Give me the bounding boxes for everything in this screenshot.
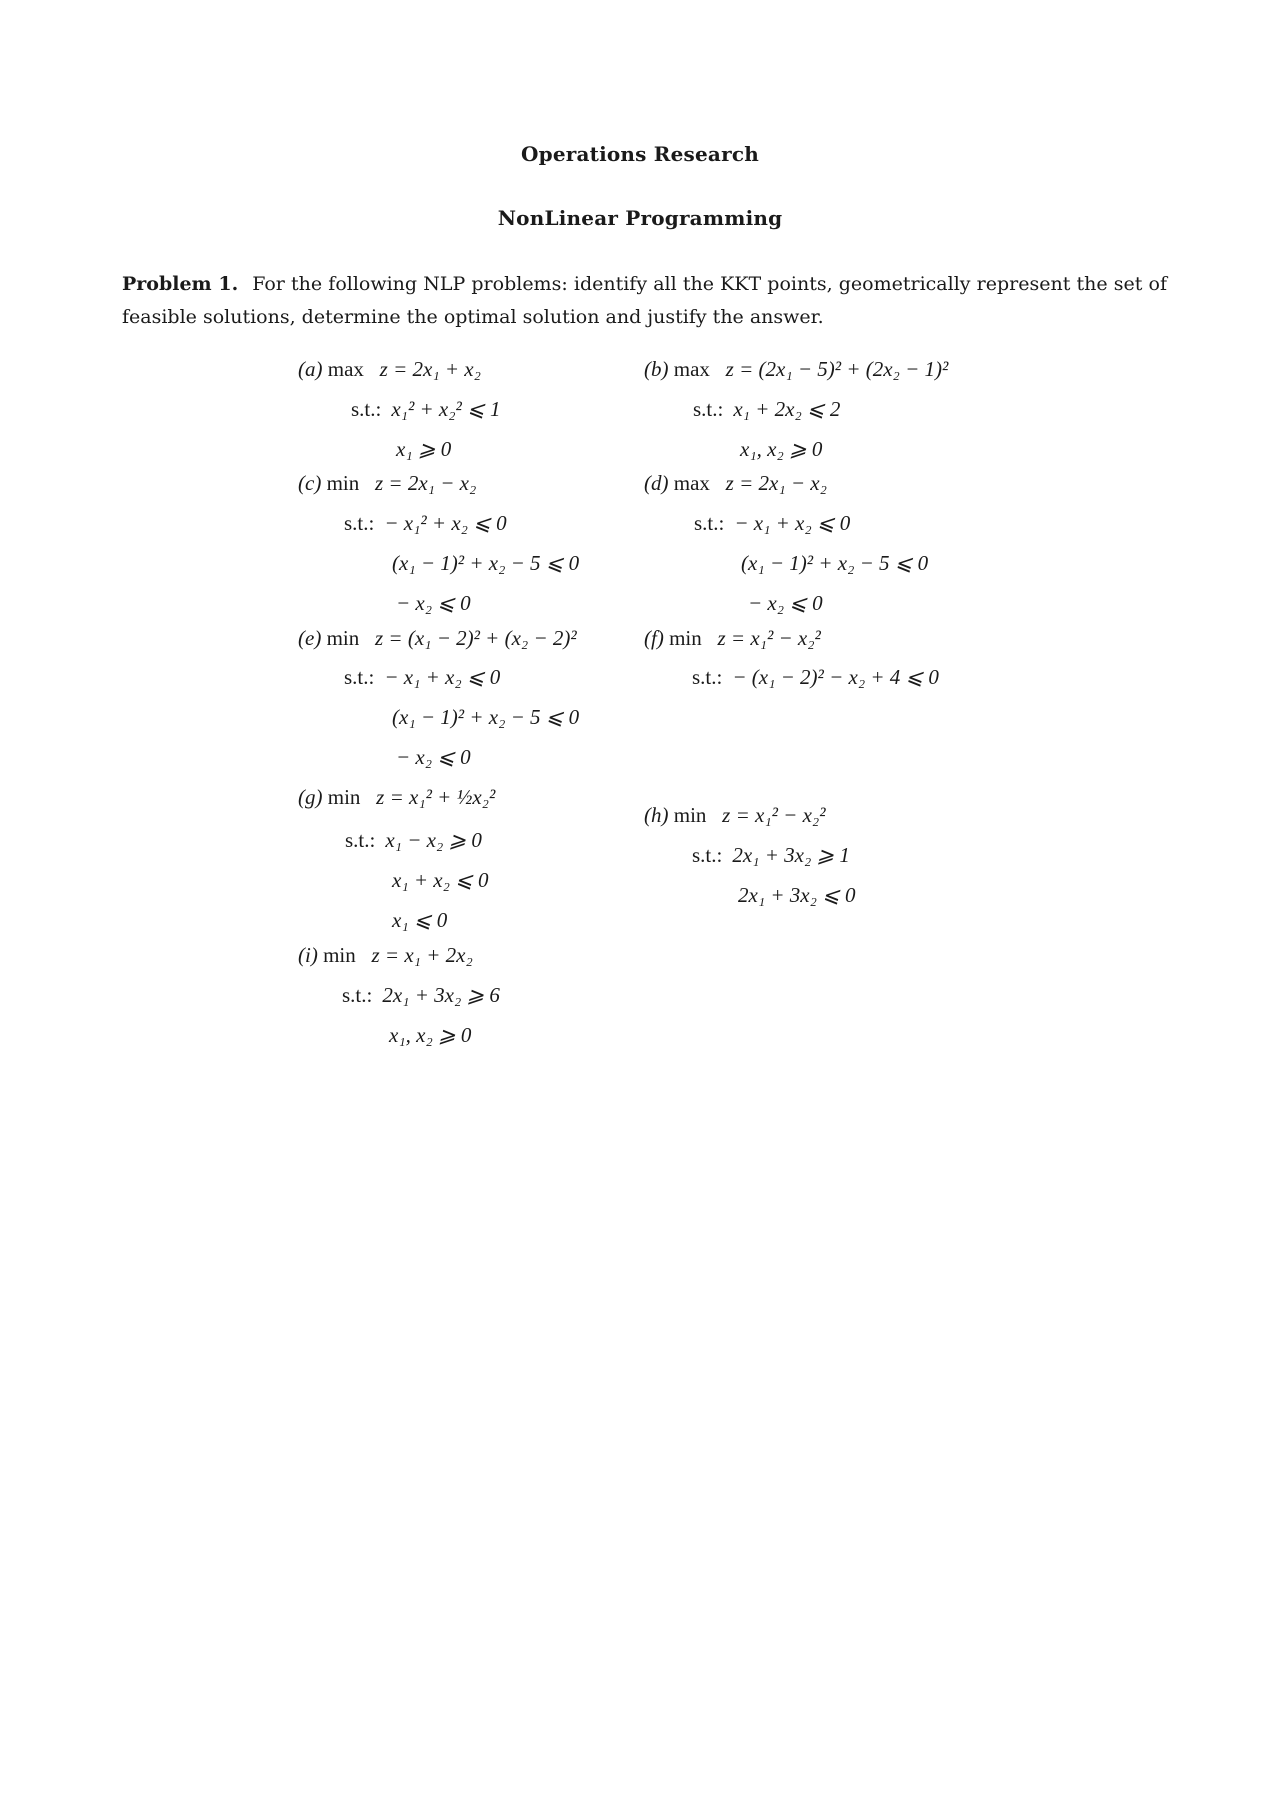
constraint: x₁, x₂ ⩾ 0 bbox=[740, 437, 823, 461]
constraint: − x₂ ⩽ 0 bbox=[396, 591, 471, 615]
subproblem-f-header bbox=[644, 626, 821, 651]
subproblem-b-header bbox=[644, 357, 948, 382]
constraint: (x₁ − 1)² + x₂ − 5 ⩽ 0 bbox=[392, 551, 580, 575]
subproblem-label: (g) bbox=[298, 785, 323, 809]
subproblem-e-constraint-3 bbox=[396, 745, 471, 770]
subproblem-label: (e) bbox=[298, 626, 322, 650]
document-title: Operations Research bbox=[521, 142, 759, 166]
subproblem-g-constraint-1 bbox=[345, 828, 482, 853]
subproblem-objective: z = (x₁ − 2)² + (x₂ − 2)² bbox=[374, 626, 577, 650]
subproblem-g-constraint-2 bbox=[392, 868, 489, 893]
subproblem-objective: z = x₁² − x₂² bbox=[717, 626, 821, 650]
subproblem-objective: z = (2x₁ − 5)² + (2x₂ − 1)² bbox=[725, 357, 949, 381]
subproblem-c-header bbox=[298, 471, 476, 496]
subproblem-d-header bbox=[644, 471, 827, 496]
subproblem-sense: min bbox=[326, 471, 360, 495]
subproblem-f-constraint-1 bbox=[692, 665, 939, 690]
constraint: − x₁² + x₂ ⩽ 0 bbox=[384, 511, 507, 535]
problem-text: For the following NLP problems: identify all the KKT points, geometrically represent the set of feasible solutions, determine the optimal solution and justify the answer. bbox=[122, 273, 1167, 328]
subproblem-g-header bbox=[298, 785, 495, 810]
st-label: s.t.: bbox=[692, 843, 723, 867]
subproblem-a-constraint-2 bbox=[396, 437, 451, 462]
subproblem-a-constraint-1 bbox=[351, 397, 500, 422]
subproblem-i-header bbox=[298, 943, 473, 968]
subproblem-objective: z = x₁² − x₂² bbox=[722, 803, 826, 827]
subproblem-d-constraint-1 bbox=[694, 511, 850, 536]
subproblem-d-constraint-3 bbox=[748, 591, 823, 616]
subproblem-h-constraint-1 bbox=[692, 843, 850, 868]
constraint: x₁ ⩽ 0 bbox=[392, 908, 448, 932]
constraint: x₁² + x₂² ⩽ 1 bbox=[391, 397, 501, 421]
subproblem-sense: max bbox=[673, 357, 710, 381]
subproblem-objective: z = 2x₁ − x₂ bbox=[725, 471, 827, 495]
constraint: − x₂ ⩽ 0 bbox=[396, 745, 471, 769]
subproblem-sense: min bbox=[327, 785, 361, 809]
subproblem-h-header bbox=[644, 803, 826, 828]
subproblem-i-constraint-1 bbox=[342, 983, 500, 1008]
subproblem-sense: max bbox=[673, 471, 710, 495]
subproblem-c-constraint-2 bbox=[392, 551, 579, 576]
st-label: s.t.: bbox=[694, 511, 725, 535]
subproblem-label: (c) bbox=[298, 471, 322, 495]
subproblem-label: (a) bbox=[298, 357, 323, 381]
subproblem-c-constraint-1 bbox=[344, 511, 507, 536]
subproblem-label: (f) bbox=[644, 626, 664, 650]
problem-label: Problem 1. bbox=[122, 273, 239, 295]
subproblem-objective: z = x₁ + 2x₂ bbox=[371, 943, 473, 967]
subproblem-b-constraint-2 bbox=[740, 437, 822, 462]
subproblem-e-constraint-1 bbox=[344, 665, 500, 690]
constraint: x₁, x₂ ⩾ 0 bbox=[389, 1023, 472, 1047]
constraint: − x₂ ⩽ 0 bbox=[748, 591, 823, 615]
subproblem-label: (h) bbox=[644, 803, 669, 827]
subproblem-objective: z = x₁² + ½x₂² bbox=[376, 785, 496, 809]
st-label: s.t.: bbox=[693, 397, 724, 421]
subproblem-sense: min bbox=[669, 626, 702, 650]
constraint: − x₁ + x₂ ⩽ 0 bbox=[384, 665, 501, 689]
constraint: − x₁ + x₂ ⩽ 0 bbox=[734, 511, 851, 535]
constraint: − (x₁ − 2)² − x₂ + 4 ⩽ 0 bbox=[732, 665, 939, 689]
subproblem-sense: max bbox=[327, 357, 364, 381]
subproblem-label: (b) bbox=[644, 357, 669, 381]
subproblem-e-header bbox=[298, 626, 577, 651]
subproblem-label: (d) bbox=[644, 471, 669, 495]
subproblem-objective: z = 2x₁ − x₂ bbox=[374, 471, 477, 495]
document-subtitle: NonLinear Programming bbox=[497, 206, 783, 230]
st-label: s.t.: bbox=[345, 828, 376, 852]
st-label: s.t.: bbox=[344, 665, 375, 689]
constraint: x₁ + 2x₂ ⩽ 2 bbox=[733, 397, 841, 421]
st-label: s.t.: bbox=[342, 983, 373, 1007]
constraint: 2x₁ + 3x₂ ⩾ 6 bbox=[382, 983, 500, 1007]
subproblem-label: (i) bbox=[298, 943, 318, 967]
constraint: (x₁ − 1)² + x₂ − 5 ⩽ 0 bbox=[741, 551, 929, 575]
subproblem-h-constraint-2 bbox=[738, 883, 856, 908]
subproblem-e-constraint-2 bbox=[392, 705, 579, 730]
subproblem-sense: min bbox=[673, 803, 707, 827]
subproblem-d-constraint-2 bbox=[741, 551, 928, 576]
st-label: s.t.: bbox=[692, 665, 723, 689]
subproblem-c-constraint-3 bbox=[396, 591, 471, 616]
constraint: 2x₁ + 3x₂ ⩽ 0 bbox=[738, 883, 856, 907]
constraint: x₁ ⩾ 0 bbox=[396, 437, 452, 461]
subproblem-sense: min bbox=[326, 626, 360, 650]
constraint: (x₁ − 1)² + x₂ − 5 ⩽ 0 bbox=[392, 705, 580, 729]
subproblem-objective: z = 2x₁ + x₂ bbox=[379, 357, 481, 381]
st-label: s.t.: bbox=[351, 397, 382, 421]
constraint: 2x₁ + 3x₂ ⩾ 1 bbox=[732, 843, 850, 867]
subproblem-b-constraint-1 bbox=[693, 397, 840, 422]
constraint: x₁ + x₂ ⩽ 0 bbox=[392, 868, 489, 892]
subproblem-sense: min bbox=[323, 943, 356, 967]
subproblem-g-constraint-3 bbox=[392, 908, 447, 933]
constraint: x₁ − x₂ ⩾ 0 bbox=[385, 828, 482, 852]
subproblem-i-constraint-2 bbox=[389, 1023, 471, 1048]
problem-statement bbox=[122, 268, 1167, 334]
subproblem-a-header bbox=[298, 357, 481, 382]
st-label: s.t.: bbox=[344, 511, 375, 535]
